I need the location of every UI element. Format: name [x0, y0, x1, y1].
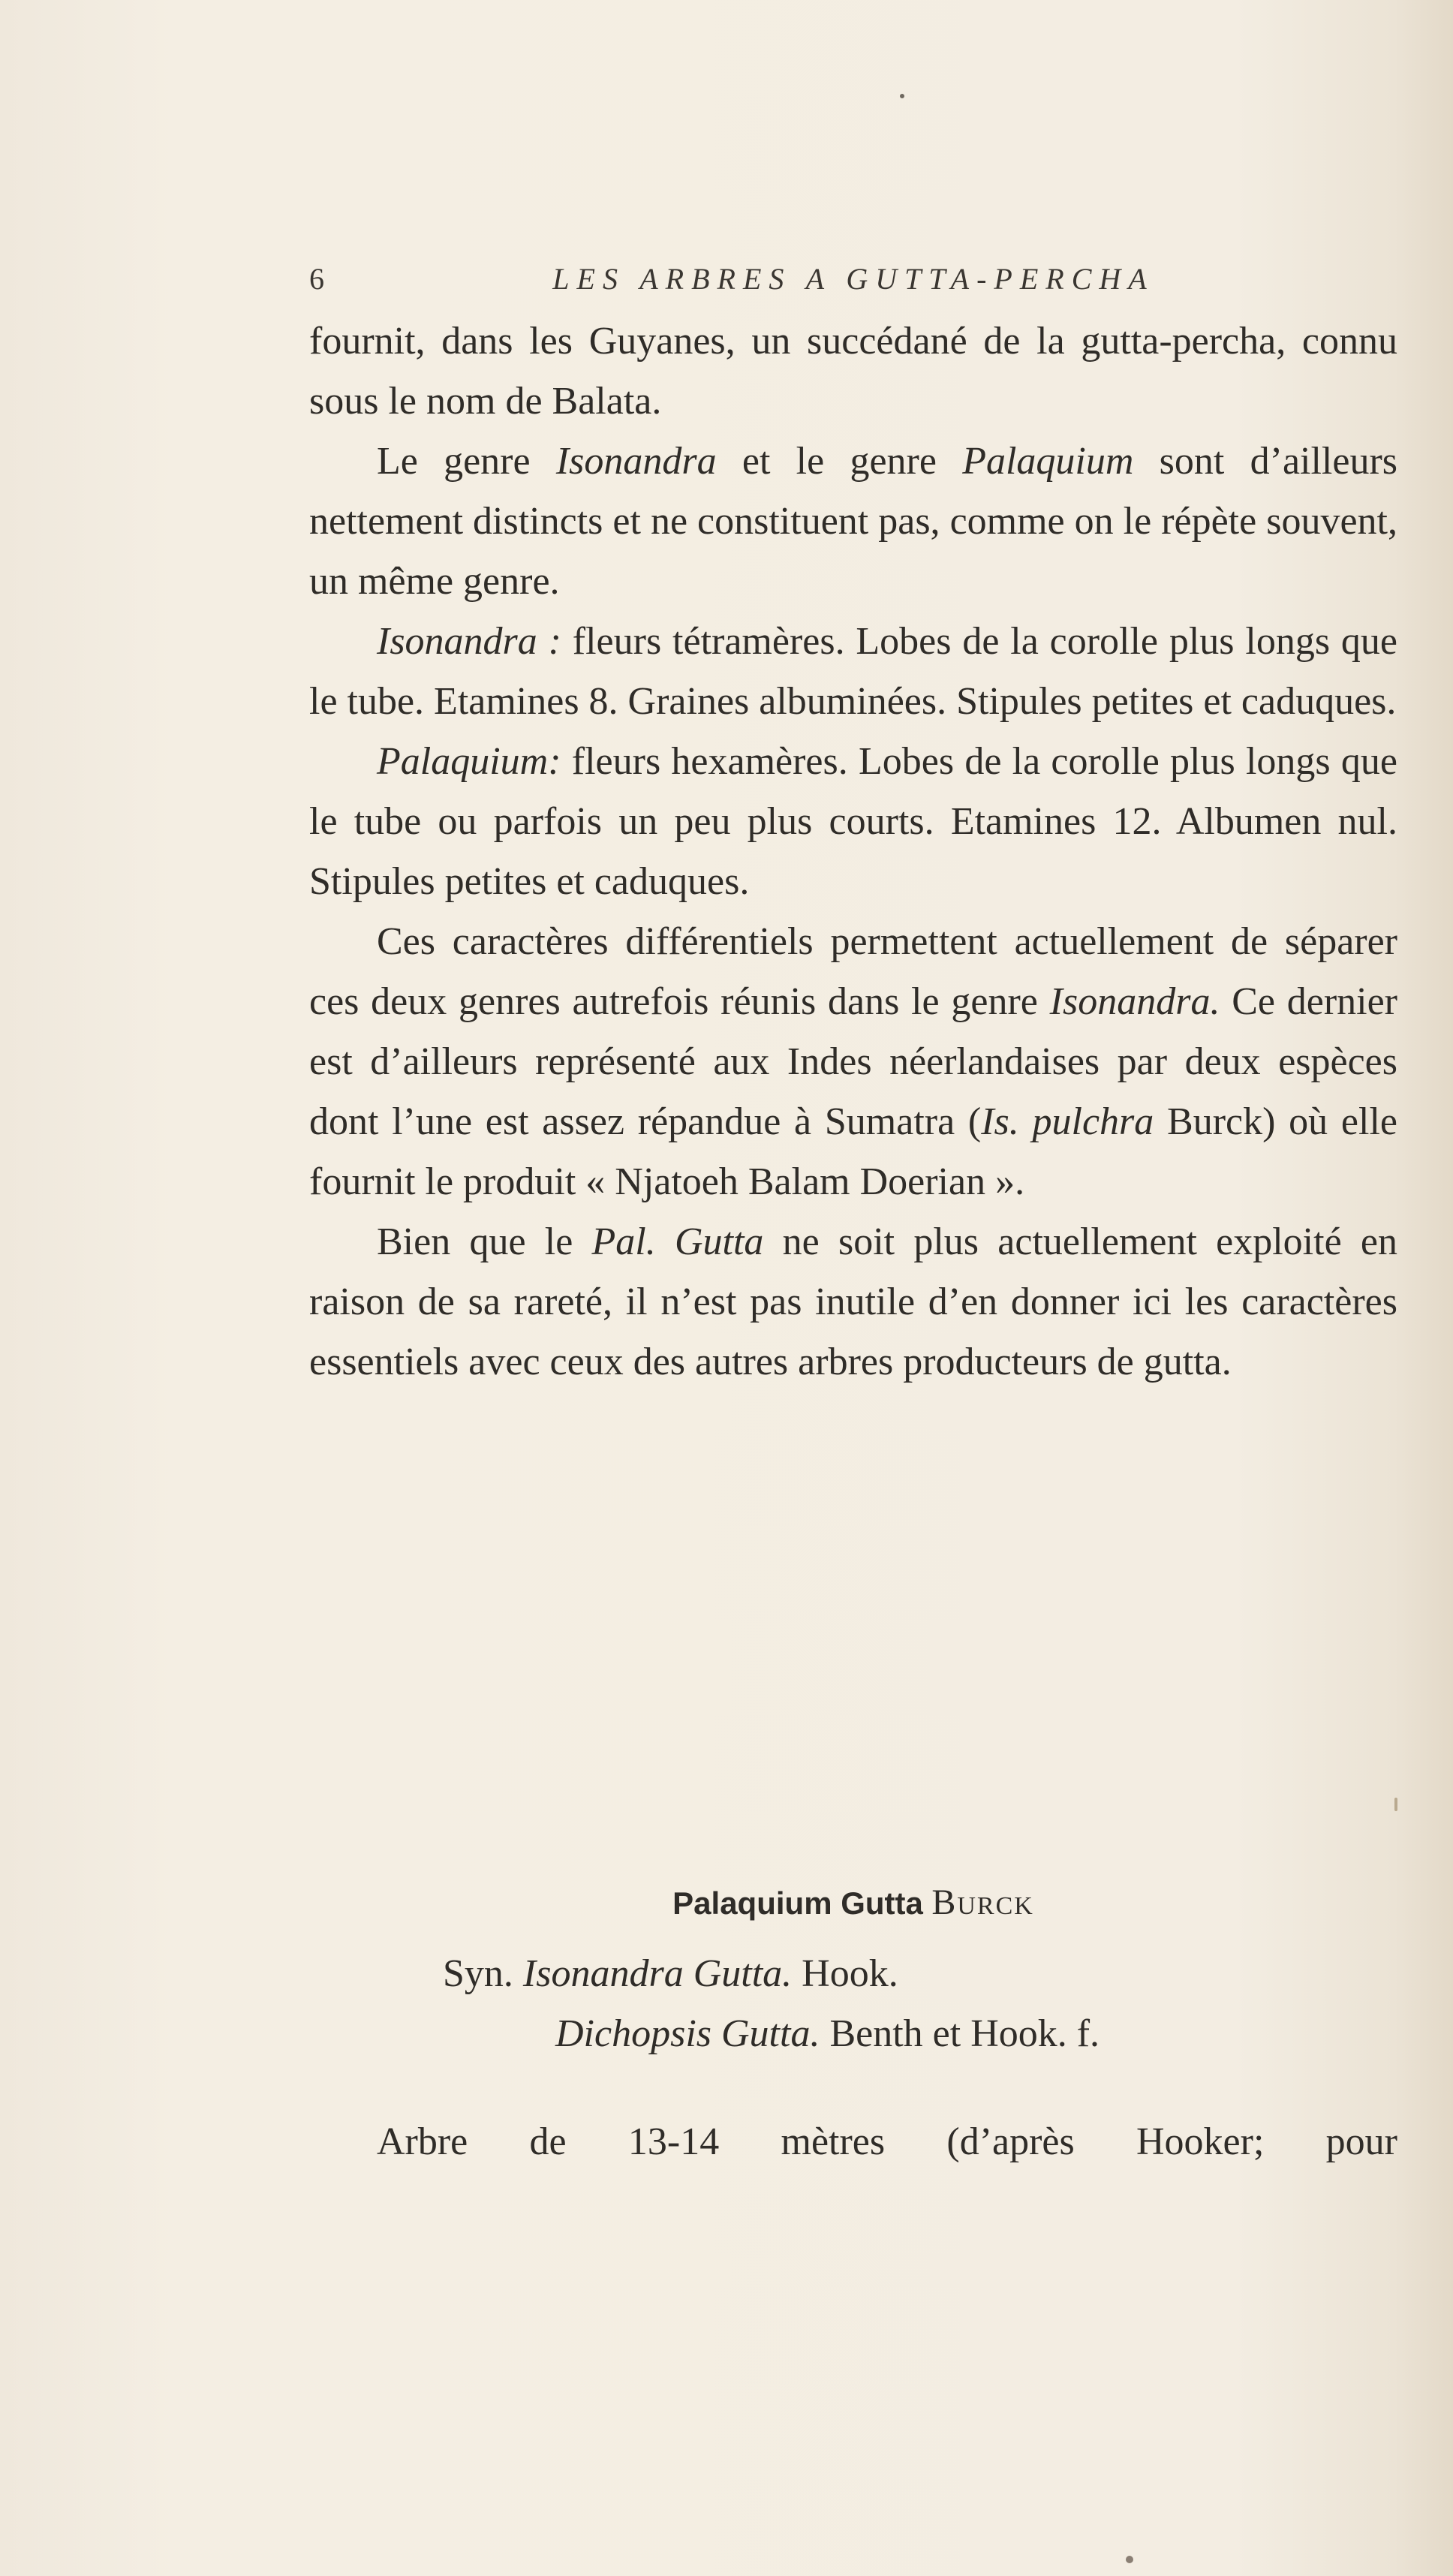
paragraph-6-text-a: Bien que le — [377, 1220, 592, 1263]
synonym-1-name: Isonandra Gutta. — [522, 1952, 793, 1995]
paragraph-1 — [309, 311, 1397, 432]
genus-name-isonandra-2: Isonandra. — [1049, 980, 1220, 1023]
paragraph-5-text-a: Ces caractères différentiels permettent actuellement de séparer ces deux genres autrefois réunis dans le genre — [309, 920, 1397, 1023]
synonyms-block — [443, 1944, 1397, 2064]
paragraph-2-text-c: et le genre — [716, 440, 963, 483]
page-header — [309, 261, 1397, 303]
palaquium-description: fleurs hexamères. Lobes de la corolle plus longs que le tube ou parfois un peu plus courts. Etamines 12. Albumen nul. Stipules petites et caduques. — [309, 740, 1397, 903]
body-text — [309, 311, 1397, 1392]
paragraph-6 — [309, 1212, 1397, 1392]
synonym-2-author: Benth et Hook. f. — [820, 2012, 1100, 2055]
genus-name-palaquium: Palaquium — [962, 440, 1134, 483]
paragraph-5-text-e: Burck) où elle fournit le produit « Njatoeh Balam Doerian ». — [309, 1100, 1397, 1203]
paragraph-6-text-c: ne soit plus actuellement exploité en raison de sa rareté, il n’est pas inutile d’en donner ici les caractères essentiels avec ceux des autres arbres producteurs de gutta. — [309, 1220, 1397, 1383]
synonym-line-1 — [443, 1944, 1397, 2004]
synonym-line-2 — [443, 2004, 1397, 2064]
paragraph-4 — [309, 732, 1397, 912]
section-author: Burck — [931, 1882, 1034, 1922]
paper-speck — [900, 94, 904, 98]
synonyms-label: Syn. — [443, 1952, 523, 1995]
paragraph-2-text-a: Le genre — [377, 440, 556, 483]
synonym-1-author: Hook. — [792, 1952, 898, 1995]
synonym-2-name: Dichopsis Gutta. — [555, 2012, 820, 2055]
paragraph-5 — [309, 912, 1397, 1212]
paragraph-5-text-c: Ce dernier est d’ailleurs représenté aux Indes néerlandaises par deux espèces dont l’une est assez répandue à Sumatra ( — [309, 980, 1397, 1143]
paper-speck — [1126, 2556, 1133, 2563]
paper-speck — [1394, 1798, 1397, 1811]
palaquium-heading: Palaquium: — [377, 740, 561, 783]
isonandra-heading: Isonandra : — [377, 620, 561, 663]
species-name-pal-gutta: Pal. Gutta — [591, 1220, 764, 1263]
section-genus-name: Palaquium Gutta — [672, 1885, 923, 1921]
paragraph-1-text: fournit, dans les Guyanes, un succédané de la gutta-percha, connu sous le nom de Balata. — [309, 320, 1397, 423]
section-heading — [309, 1882, 1397, 1923]
running-title: LES ARBRES A GUTTA-PERCHA — [552, 262, 1154, 296]
page-number: 6 — [309, 262, 324, 296]
isonandra-description: fleurs tétramères. Lobes de la corolle plus longs que le tube. Etamines 8. Graines albuminées. Stipules petites et caduques. — [309, 620, 1397, 723]
paragraph-2 — [309, 432, 1397, 612]
trailing-text-line: Arbre de 13-14 mètres (d’après Hooker; pour — [377, 2120, 1397, 2163]
species-name-pulchra: Is. pulchra — [981, 1100, 1154, 1143]
paragraph-2-text-e: sont d’ailleurs nettement distincts et ne constituent pas, comme on le répète souvent, un même genre. — [309, 440, 1397, 603]
paragraph-3 — [309, 612, 1397, 732]
genus-name-isonandra: Isonandra — [555, 440, 717, 483]
